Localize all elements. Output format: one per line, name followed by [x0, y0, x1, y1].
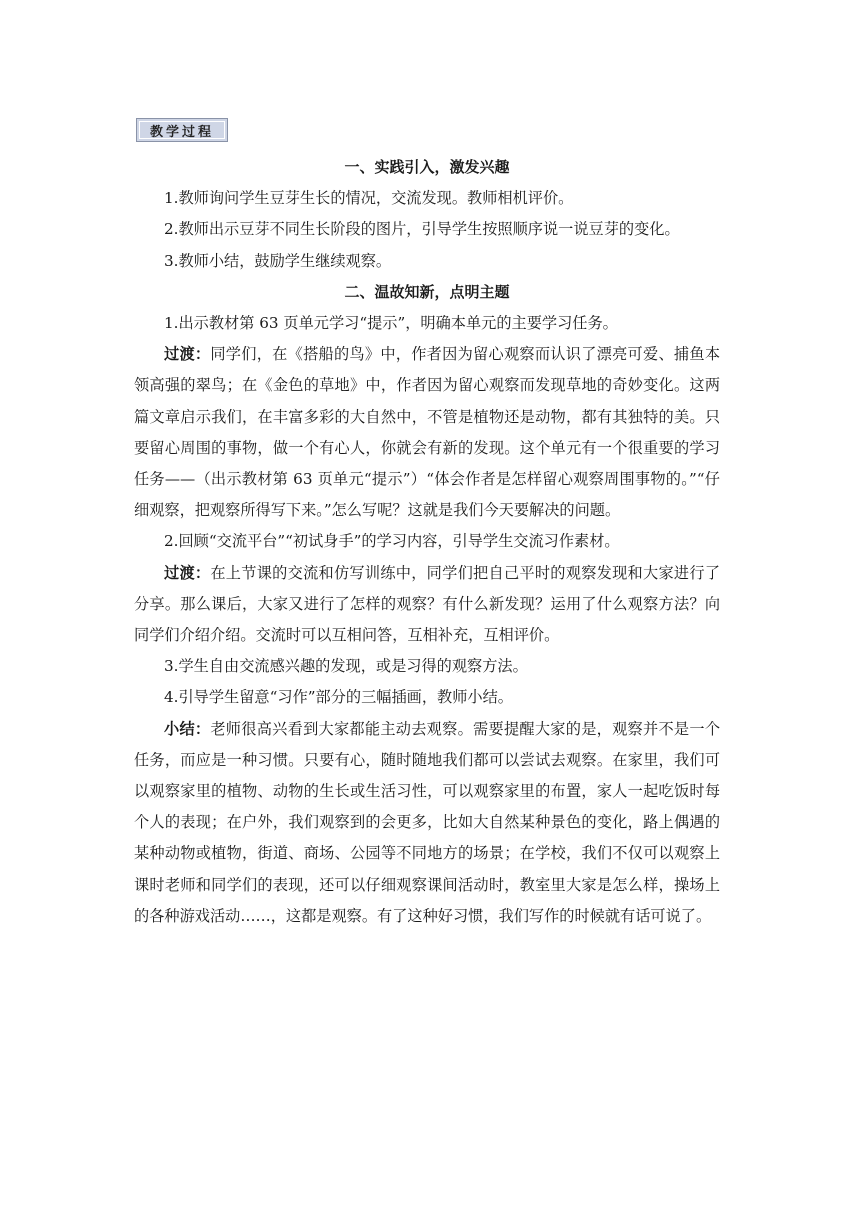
paragraph: 3.学生自由交流感兴趣的发现，或是习得的观察方法。: [164, 657, 528, 676]
section-heading-2: 二、温故知新，点明主题: [344, 282, 510, 301]
paragraph: 1.出示教材第 63 页单元学习“提示”，明确本单元的主要学习任务。: [164, 314, 618, 333]
summary-text: 老师很高兴看到大家都能主动去观察。需要提醒大家的是，观察并不是一个任务，而应是一种习惯。只要有心，随时随地我们都可以尝试去观察。在家里，我们可以观察家里的植物、动物的生长或生活习性，可以观察家里的布置，家人一起吃饭时每个人的表现；在户外，我们观察到的会更多，比如大自然某种景色的变化，路上偶遇的某种动物或植物，街道、商场、公园等不同地方的场景；在学校，我们不仅可以观察上课时老师和同学们的表现，还可以仔细观察课间活动时，教室里大家是怎么样，操场上的各种游戏活动……，这都是观察。有了这种好习惯，我们写作的时候就有话可说了。: [134, 719, 721, 925]
paragraph: 3.教师小结，鼓励学生继续观察。: [164, 251, 392, 270]
transition-text: 在上节课的交流和仿写训练中，同学们把自己平时的观察发现和大家进行了分享。那么课后，大家又进行了怎样的观察？有什么新发现？运用了什么观察方法？向同学们介绍介绍。交流时可以互相问答，互相补充，互相评价。: [134, 563, 721, 645]
transition-text: 同学们，在《搭船的鸟》中，作者因为留心观察而认识了漂亮可爱、捕鱼本领高强的翠鸟；在《金色的草地》中，作者因为留心观察而发现草地的奇妙变化。这两篇文章启示我们，在丰富多彩的大自然中，不管是植物还是动物，都有其独特的美。只要留心周围的事物，做一个有心人，你就会有新的发现。这个单元有一个很重要的学习任务——（出示教材第 63 页单元“提示”）“体会作者是怎样留心观察周围事物的。”“仔细观察，把观察所得写下来。”怎么写呢？这就是我们今天要解决的问题。: [134, 345, 721, 520]
transition-label: 过渡：: [164, 345, 211, 364]
transition-label: 过渡：: [164, 563, 211, 582]
section-badge: 教学过程: [136, 118, 228, 142]
paragraph: 2.教师出示豆芽不同生长阶段的图片，引导学生按照顺序说一说豆芽的变化。: [164, 220, 680, 239]
section-heading-1: 一、实践引入，激发兴趣: [344, 158, 510, 176]
document-body: [134, 152, 720, 932]
summary-paragraph: [134, 714, 720, 932]
transition-paragraph: [134, 558, 720, 652]
paragraph: 4.引导学生留意“习作”部分的三幅插画，教师小结。: [164, 688, 513, 707]
transition-paragraph: [134, 339, 720, 526]
paragraph: 1.教师询问学生豆芽生长的情况，交流发现。教师相机评价。: [164, 189, 574, 208]
summary-label: 小结：: [164, 719, 211, 738]
paragraph: 2.回顾“交流平台”“初试身手”的学习内容，引导学生交流习作素材。: [164, 532, 620, 551]
